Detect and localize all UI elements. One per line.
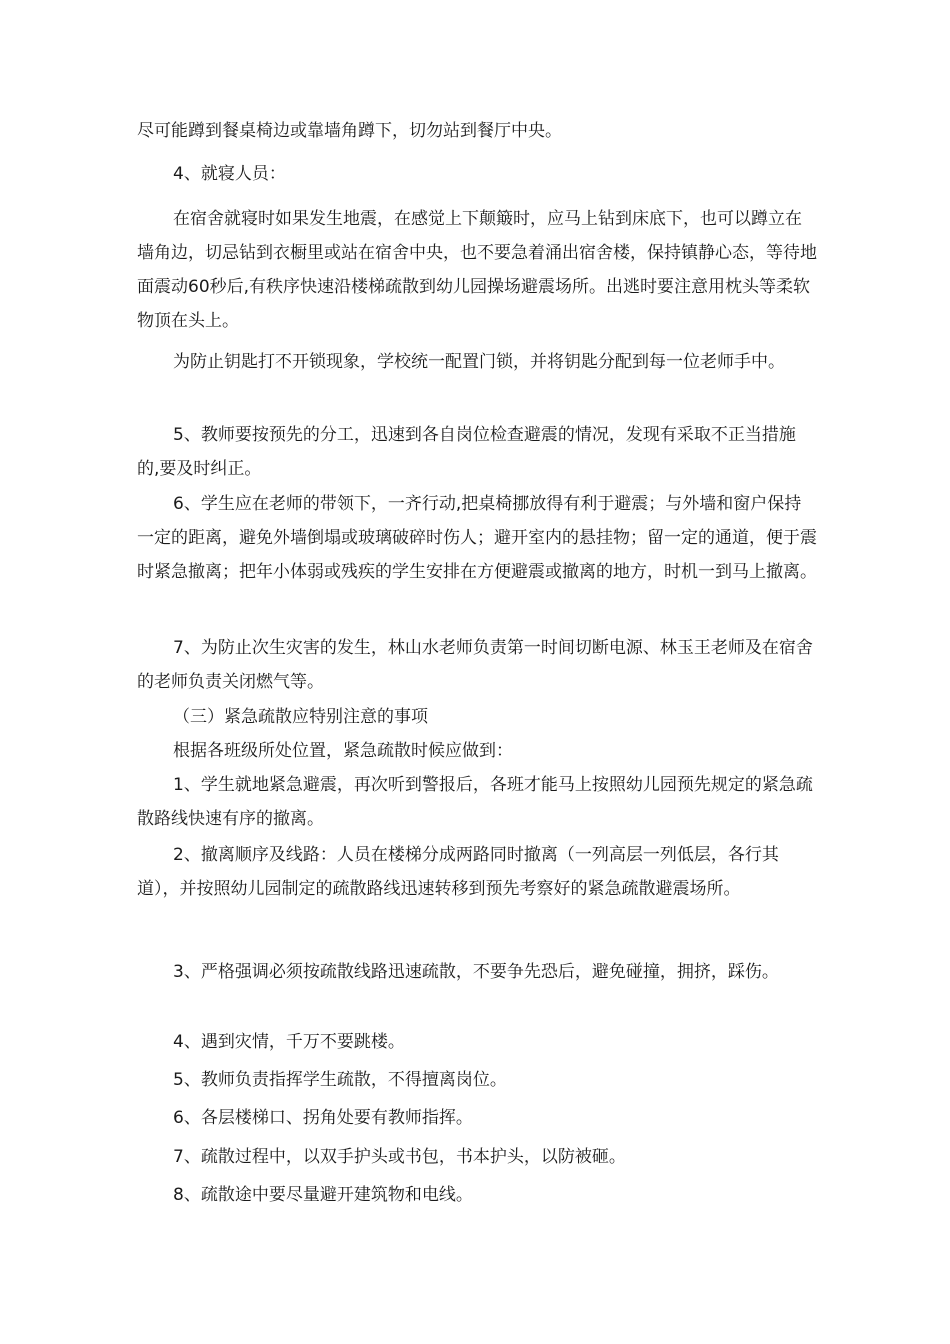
paragraph-text: 4、遇到灾情，千万不要跳楼。 [173, 1032, 405, 1052]
paragraph-evac-item-6 [137, 1101, 817, 1135]
paragraph-text: 5、教师负责指挥学生疏散，不得擅离岗位。 [173, 1070, 507, 1090]
paragraph-text: 为防止钥匙打不开锁现象，学校统一配置门锁，并将钥匙分配到每一位老师手中。 [173, 352, 785, 372]
paragraph-item-6-students [137, 487, 817, 589]
paragraph-text: 3、严格强调必须按疏散线路迅速疏散，不要争先恐后，避免碰撞，拥挤，踩伤。 [173, 962, 779, 982]
paragraph-evac-item-2 [137, 838, 817, 906]
paragraph-evac-item-8 [137, 1178, 817, 1212]
paragraph-text: 6、各层楼梯口、拐角处要有教师指挥。 [173, 1108, 473, 1128]
paragraph-evac-item-4 [137, 1025, 817, 1059]
paragraph-text: 7、疏散过程中，以双手护头或书包，书本护头，以防被砸。 [173, 1147, 626, 1167]
paragraph-evacuation-intro [137, 734, 817, 768]
paragraph-dining-continuation [137, 114, 817, 148]
paragraph-text: 8、疏散途中要尽量避开建筑物和电线。 [173, 1185, 473, 1205]
paragraph-item-7-secondary-disasters [137, 631, 817, 699]
paragraph-text: 1、学生就地紧急避震，再次听到警报后，各班才能马上按照幼儿园预先规定的紧急疏散路线快速有序的撤离。 [137, 775, 813, 829]
paragraph-evac-item-5 [137, 1063, 817, 1097]
paragraph-sleeping-instructions [137, 202, 817, 338]
paragraph-evac-item-1 [137, 768, 817, 836]
paragraph-text: 7、为防止次生灾害的发生，林山水老师负责第一时间切断电源、林玉王老师及在宿舍的老师负责关闭燃气等。 [137, 638, 813, 692]
paragraph-text: 在宿舍就寝时如果发生地震，在感觉上下颠簸时，应马上钻到床底下，也可以蹲立在墙角边，切忌钻到衣橱里或站在宿舍中央，也不要急着涌出宿舍楼，保持镇静心态，等待地面震动60秒后,有秩序快速沿楼梯疏散到幼儿园操场避震场所。出逃时要注意用枕头等柔软物顶在头上。 [137, 209, 817, 331]
paragraph-door-keys [137, 345, 817, 379]
paragraph-sleeping-heading [137, 157, 817, 191]
paragraph-evac-item-7 [137, 1140, 817, 1174]
paragraph-text: 尽可能蹲到餐桌椅边或靠墙角蹲下，切勿站到餐厅中央。 [137, 121, 562, 141]
section-heading-text: （三）紧急疏散应特别注意的事项 [173, 707, 428, 727]
paragraph-text: 5、教师要按预先的分工，迅速到各自岗位检查避震的情况，发现有采取不正当措施的,要及时纠正。 [137, 425, 796, 479]
paragraph-text: 4、就寝人员： [173, 164, 286, 184]
paragraph-text: 6、学生应在老师的带领下，一齐行动,把桌椅挪放得有利于避震；与外墙和窗户保持一定的距离，避免外墙倒塌或玻璃破碎时伤人；避开室内的悬挂物；留一定的通道，便于震时紧急撤离；把年小体弱或残疾的学生安排在方便避震或撤离的地方，时机一到马上撤离。 [137, 494, 817, 582]
paragraph-text: 2、撤离顺序及线路：人员在楼梯分成两路同时撤离（一列高层一列低层，各行其道），并按照幼儿园制定的疏散路线迅速转移到预先考察好的紧急疏散避震场所。 [137, 845, 779, 899]
section-heading-emergency-evacuation [137, 700, 817, 734]
paragraph-item-5-teachers [137, 418, 817, 486]
paragraph-evac-item-3 [137, 955, 817, 989]
paragraph-text: 根据各班级所处位置，紧急疏散时候应做到： [173, 741, 513, 761]
